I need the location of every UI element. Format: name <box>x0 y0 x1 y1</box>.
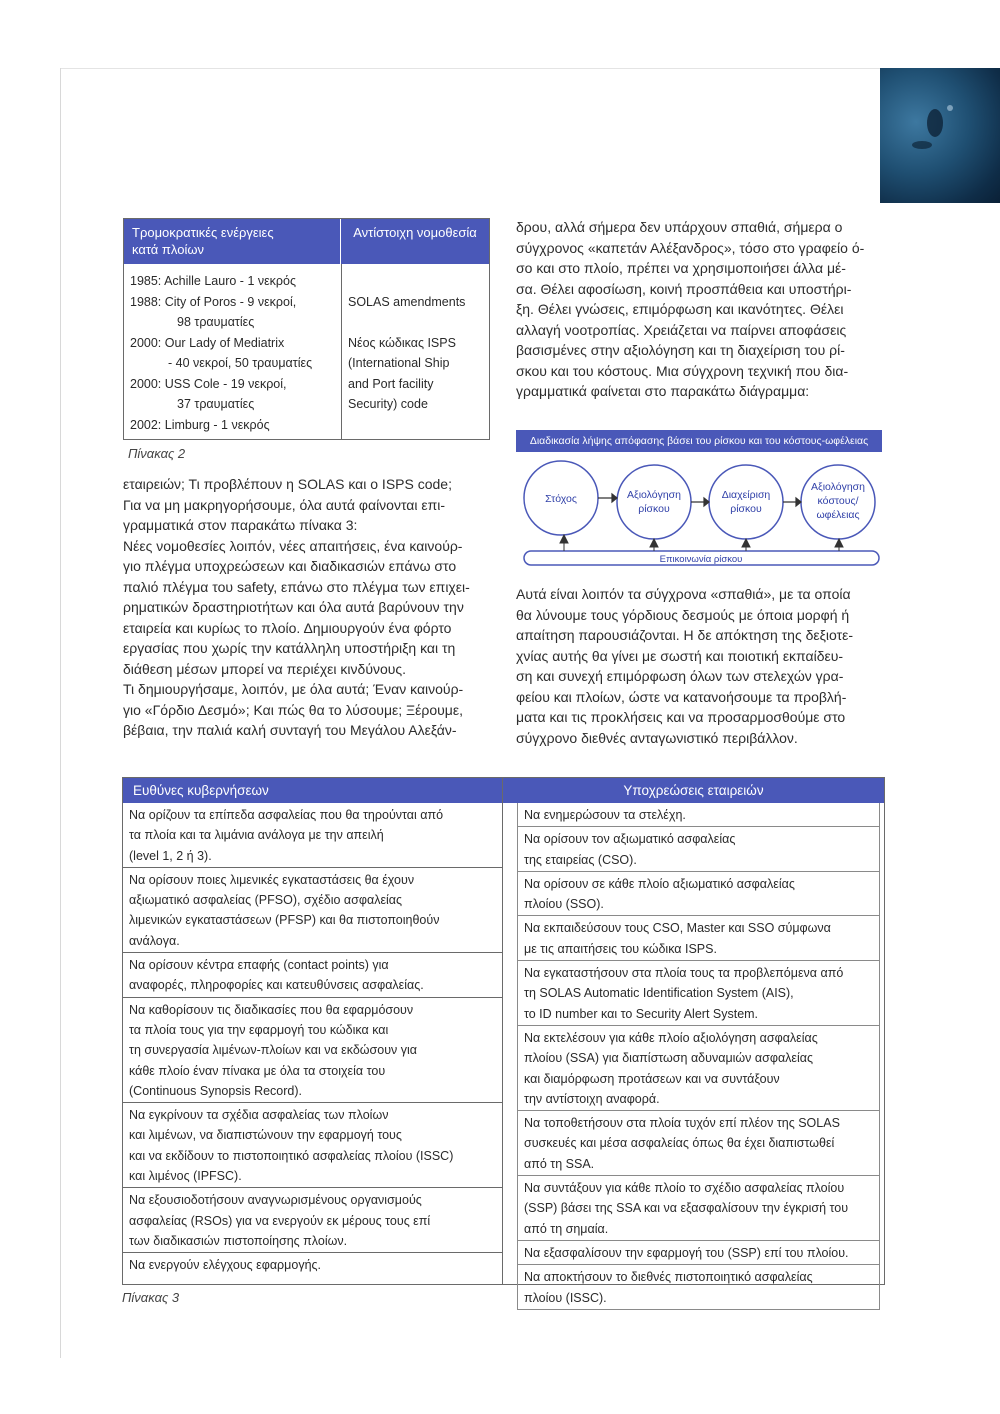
cell-line: Να τοποθετήσουν στα πλοία τυχόν επί πλέον της SOLAS <box>524 1116 840 1131</box>
government-responsibilities-table <box>122 777 503 1285</box>
node-goal-label: Στόχος <box>545 493 577 505</box>
cell-line: Να ορίσουν ποιες λιμενικές εγκαταστάσεις θα έχουν <box>129 872 415 887</box>
cell-line: με τις απαιτήσεις του κώδικα ISPS. <box>524 941 717 956</box>
text-line: γραμματικά φαίνεται στο παρακάτω διάγραμμα: <box>516 383 810 399</box>
obligation-cell <box>517 1265 880 1310</box>
node-label: ρίσκου <box>730 503 762 515</box>
table2-caption: Πίνακας 2 <box>128 446 186 461</box>
node-label: ρίσκου <box>638 503 670 515</box>
cell-line: των διαδικασιών πιστοποίησης πλοίων. <box>129 1233 348 1248</box>
text-line: βασισμένες στην αξιολόγηση και τη διαχείριση του ρί- <box>516 342 845 358</box>
text-line: σκου και του κόστους. Μια σύγχρονη τεχνική που δια- <box>516 362 849 379</box>
table2-header-legislation: Αντίστοιχη νομοθεσία <box>341 219 489 264</box>
right-column-text-bottom <box>516 584 884 748</box>
page-top-edge <box>60 68 880 69</box>
cell-line: και να εκδίδουν το πιστοποιητικό ασφαλείας πλοίου (ISSC) <box>129 1148 454 1163</box>
cell-line: και διαμόρφωση προτάσεων και να συντάξουν <box>524 1071 780 1086</box>
text-line: σύγχρονος «καπετάν Αλέξανδρος», τόσο στο γραφείο ό- <box>516 239 865 256</box>
legislation-item: and Port facility <box>348 376 434 391</box>
diver-icon <box>900 93 970 163</box>
text-line: παλιό πλέγμα του safety, επάνω στο πλέγμα των επιχει- <box>123 578 470 595</box>
text-line: αλλαγή νοοτροπίας. Χρειάζεται να παίρνει αποφάσεις <box>516 321 847 338</box>
node-label: Διαχείριση <box>721 489 771 501</box>
responsibility-cell <box>123 1253 502 1276</box>
text-line: Νέες νομοθεσίες λοιπόν, νέες απαιτήσεις, ένα καινούρ- <box>123 537 463 554</box>
company-obligations-table <box>502 777 885 1305</box>
arrow-1 <box>598 494 617 502</box>
cell-line: Να συντάξουν για κάθε πλοίο το σχέδιο ασφαλείας πλοίου <box>524 1181 845 1196</box>
cell-line: Να ενεργούν ελέγχους εφαρμογής. <box>129 1258 322 1273</box>
up-arrow-4 <box>835 539 843 551</box>
event-line: 2000: USS Cole - 19 νεκροί, <box>130 376 287 391</box>
event-line: 1985: Achille Lauro - 1 νεκρός <box>130 274 297 288</box>
responsibility-cell <box>123 998 502 1103</box>
header-text: κατά πλοίων <box>132 242 204 257</box>
text-line: σο και στο πλοίο, πρέπει να χρησιμοποιήσει άλλα μέ- <box>516 260 846 276</box>
cell-line: της εταιρείας (CSO). <box>524 852 637 867</box>
up-arrow-2 <box>650 539 658 551</box>
responsibility-cell <box>123 1103 502 1188</box>
text-line: δρου, αλλά σήμερα δεν υπάρχουν σπαθιά, σήμερα ο <box>516 219 843 235</box>
text-line: εταιρειών; Τι προβλέπουν η SOLAS και ο ISPS code; <box>123 476 452 492</box>
cell-line: Να ορίσουν σε κάθε πλοίο αξιωματικό ασφαλείας <box>524 876 795 891</box>
node-label: κόστους/ <box>817 495 859 507</box>
cell-line: αξιωματικό ασφαλείας (PFSO), σχέδιο ασφαλείας <box>129 893 403 908</box>
cell-line: αναφορές, πληροφορίες και κατευθύνσεις ασφαλείας. <box>129 978 424 993</box>
legislation-item: SOLAS amendments <box>348 294 466 309</box>
obligation-cell <box>517 961 880 1026</box>
text-line: διάθεση μέσων μπορεί να περιέχει κινδύνους. <box>123 660 407 677</box>
cell-line: Να ορίσουν τον αξιωματικό ασφαλείας <box>524 832 736 847</box>
table2-header-events <box>124 219 341 264</box>
text-line: θα λύνουμε τους γόρδιους δεσμούς με όποια μορφή ή <box>516 606 850 623</box>
text-line: Αυτά είναι λοιπόν τα σύγχρονα «σπαθιά», με τα οποία <box>516 586 851 602</box>
text-line: βέβαια, την παλιά καλή συνταγή του Μεγάλου Αλεξάν- <box>123 722 457 738</box>
cell-line: Να ορίσουν κέντρα επαφής (contact points) για <box>129 958 389 973</box>
obligation-cell <box>517 916 880 961</box>
cell-line: και λιμένων, να διαπιστώνουν την εφαρμογή τους <box>129 1128 402 1143</box>
cell-line: ανάλογα. <box>129 933 180 948</box>
cell-line: και λιμένος (IPFSC). <box>129 1169 242 1184</box>
cell-line: συσκευές και μέσα ασφαλείας όπως θα έχει διαπιστωθεί <box>524 1136 835 1151</box>
obligation-cell <box>517 803 880 827</box>
cell-line: από τη SSA. <box>524 1156 595 1171</box>
table3-caption: Πίνακας 3 <box>122 1290 180 1305</box>
text-line: Για να μη μακρηγορήσουμε, όλα αυτά φαίνονται επι- <box>123 496 446 513</box>
obligation-cell <box>517 1241 880 1265</box>
text-line: απαίτηση παρουσιάζονται. Η δε απόκτηση της δεξιοτε- <box>516 627 854 643</box>
text-line: Τι δημιουργήσαμε, λοιπόν, με όλα αυτά; Έναν καινούρ- <box>123 681 464 697</box>
node-label: Αξιολόγηση <box>810 481 866 493</box>
right-column-text-top <box>516 217 884 402</box>
up-arrow-1 <box>560 535 568 551</box>
cell-line: πλοίου (ISSC). <box>524 1290 607 1305</box>
cell-line: από τη σημαία. <box>524 1221 609 1236</box>
cell-line: Να εκπαιδεύσουν τους CSO, Master και SSO σύμφωνα <box>524 921 831 936</box>
node-label: ωφέλειας <box>816 509 860 521</box>
cell-line: Να εγκρίνουν τα σχέδια ασφαλείας των πλοίων <box>129 1108 389 1123</box>
communication-label: Επικοινωνία ρίσκου <box>659 554 743 565</box>
legislation-item: Νέος κώδικας ISPS <box>348 335 456 350</box>
cell-line: τα πλοία και τα λιμάνια ανάλογα με την απειλή <box>129 828 384 843</box>
cell-line: τη SOLAS Automatic Identification System (AIS), <box>524 986 794 1001</box>
cell-line: κάθε πλοίο έναν πίνακα με όλα τα στοιχεία του <box>129 1063 386 1078</box>
cell-line: λιμενικών εγκαταστάσεων (PFSP) και θα πιστοποιηθούν <box>129 913 440 928</box>
header-text: Τρομοκρατικές ενέργειες <box>132 225 274 240</box>
obligation-cell <box>517 827 880 872</box>
text-line: ση και συνεχή επιμόρφωση όλων των στελεχών γρα- <box>516 668 844 684</box>
cell-line: την αντίστοιχη αναφορά. <box>524 1091 660 1106</box>
text-line: σα. Θέλει αφοσίωση, κοινή προσπάθεια και υποστήρι- <box>516 280 852 297</box>
node-label: Αξιολόγηση <box>626 489 682 501</box>
event-line: 98 τραυματίες <box>177 315 255 329</box>
responsibility-cell <box>123 953 502 998</box>
events-list <box>130 271 340 435</box>
up-arrow-3 <box>742 539 750 551</box>
page-left-edge <box>60 68 61 1358</box>
cell-line: Να εξασφαλίσουν την εφαρμογή του (SSP) επί του πλοίου. <box>524 1245 849 1260</box>
node-risk-management <box>709 465 783 539</box>
obligation-cell <box>517 1111 880 1176</box>
obligation-cell <box>517 1176 880 1241</box>
text-line: χνίας αυτής θα γίνει με σωστή και ποιοτική εκπαίδευ- <box>516 647 844 664</box>
cell-line: Να ορίζουν τα επίπεδα ασφαλείας που θα τηρούνται από <box>129 808 444 822</box>
risk-decision-diagram <box>516 455 886 575</box>
text-line: ρηματικών δραστηριοτήτων και όλα αυτά βαρύνουν την <box>123 599 464 615</box>
event-line: 37 τραυματίες <box>177 397 255 411</box>
arrow-3 <box>783 498 801 506</box>
event-line: 2002: Limburg - 1 νεκρός <box>130 417 270 432</box>
obligation-cell <box>517 1026 880 1111</box>
text-line: εργασίας που χωρίς την κατάλληλη υποστήριξη και τη <box>123 640 456 656</box>
text-line: γραμματικά στον παρακάτω πίνακα 3: <box>123 517 358 533</box>
legislation-list <box>348 271 488 415</box>
text-line: γιο πλέγμα υποχρεώσεων και διαδικασιών επάνω στο <box>123 558 457 574</box>
responsibility-cell <box>123 803 502 868</box>
text-line: εταιρεία και κυρίως το πλοίο. Δημιουργούν ένα φόρτο <box>123 619 452 636</box>
event-line: 2000: Our Lady of Mediatrix <box>130 335 285 350</box>
text-line: ξη. Θέλει γνώσεις, επιμόρφωση και ικανότητες. Θέλει <box>516 301 844 317</box>
diagram-title: Διαδικασία λήψης απόφασης βάσει του ρίσκου και του κόστους-ωφέλειας <box>516 430 882 452</box>
obligation-cell <box>517 872 880 917</box>
text-line: γιο «Γόρδιο Δεσμό»; Και πώς θα το λύσουμε; Ξέρουμε, <box>123 701 463 718</box>
cell-line: πλοίου (SSA) για διαπίστωση αδυναμιών ασφαλείας <box>524 1051 814 1066</box>
legislation-item: (International Ship <box>348 356 450 370</box>
cell-line: Να εκτελέσουν για κάθε πλοίο αξιολόγηση ασφαλείας <box>524 1030 818 1045</box>
text-line: σύγχρονο διεθνές ανταγωνιστικό περιβάλλον. <box>516 729 798 746</box>
cell-line: Να εγκαταστήσουν στα πλοία τους τα προβλεπόμενα από <box>524 966 844 981</box>
cell-line: (level 1, 2 ή 3). <box>129 848 212 863</box>
government-header: Ευθύνες κυβερνήσεων <box>123 778 502 803</box>
terror-events-table <box>123 218 490 440</box>
event-line: - 40 νεκροί, 50 τραυματίες <box>168 356 313 370</box>
text-line: ματα και τις προκλήσεις και να προσαρμοσθούμε στο <box>516 709 846 725</box>
cell-line: (Continuous Synopsis Record). <box>129 1083 302 1098</box>
column-divider <box>341 264 342 439</box>
cell-line: Να καθορίσουν τις διαδικασίες που θα εφαρμόσουν <box>129 1002 414 1017</box>
diver-photo <box>880 68 1000 203</box>
cell-line: το ID number και το Security Alert System. <box>524 1006 759 1021</box>
cell-line: τη συνεργασία λιμένων-πλοίων και να εκδώσουν για <box>129 1043 418 1058</box>
event-line: 1988: City of Poros - 9 νεκροί, <box>130 294 297 309</box>
legislation-item: Security) code <box>348 397 428 411</box>
cell-line: τα πλοία τους για την εφαρμογή του κώδικα και <box>129 1022 389 1037</box>
cell-line: (SSP) βάσει της SSA και να εξασφαλίσουν την έγκρισή του <box>524 1201 849 1216</box>
left-column-text <box>123 474 491 741</box>
company-header: Υποχρεώσεις εταιρειών <box>503 778 884 803</box>
arrow-2 <box>691 498 709 506</box>
cell-line: Να εξουσιοδοτήσουν αναγνωρισμένους οργανισμούς <box>129 1193 422 1208</box>
cell-line: πλοίου (SSO). <box>524 897 604 912</box>
cell-line: Να αποκτήσουν το διεθνές πιστοποιητικό ασφαλείας <box>524 1270 813 1285</box>
responsibility-cell <box>123 1188 502 1253</box>
node-risk-assessment <box>617 465 691 539</box>
cell-line: Να ενημερώσουν τα στελέχη. <box>524 808 686 822</box>
responsibility-cell <box>123 868 502 953</box>
cell-line: ασφαλείας (RSOs) για να ενεργούν εκ μέρους τους επί <box>129 1213 431 1228</box>
text-line: φείου και πλοίων, ώστε να κατανοήσουμε τα προβλή- <box>516 688 847 705</box>
